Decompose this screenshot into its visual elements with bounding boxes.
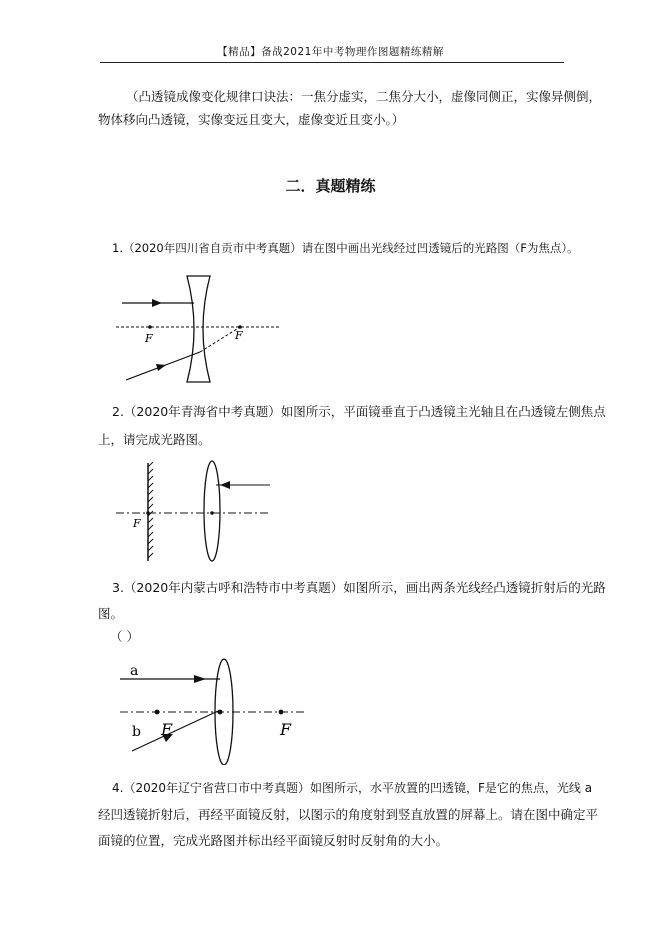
section-heading: 二．真题精练 [285, 177, 376, 195]
question-4-line-2: 经凹透镜折射后，再经平面镜反射，以图示的角度射到竖直放置的屏幕上。请在图中确定平 [98, 807, 599, 822]
ray-a-label: a [130, 663, 139, 679]
extension-to-focus [200, 327, 240, 352]
ray-b-label: b [132, 724, 141, 740]
answer-blank: （ ） [110, 629, 139, 644]
focus-label-right: F [280, 720, 292, 739]
question-3-line-2: 图。 [98, 606, 124, 621]
figure-1-concave-lens-diagram [110, 272, 290, 390]
focus-label-left: F [161, 720, 173, 739]
ray-b [132, 711, 218, 751]
focus-label: F [133, 517, 141, 530]
focus-point-left [148, 325, 152, 329]
page-header: 【精品】备战2021年中考物理作图题精练精解 [217, 46, 444, 58]
question-2-line-2: 上，请完成光路图。 [98, 432, 211, 447]
convex-lens [204, 461, 220, 561]
focus-point [146, 511, 150, 515]
question-1-text: 1.（2020年四川省自贡市中考真题）请在图中画出光线经过凹透镜后的光路图（F为焦点）。 [112, 241, 579, 255]
optical-center [210, 511, 214, 515]
focus-label-left: F [145, 332, 153, 345]
figure-2-mirror-lens-diagram [112, 457, 277, 567]
tip-line-1: （凸透镜成像变化规律口诀法：一焦分虚实，二焦分大小，虚像同侧正，实像异侧倒， [126, 89, 602, 104]
optical-center [218, 710, 223, 715]
focus-point-left [155, 710, 160, 715]
question-3-line-1: 3.（2020年内蒙古呼和浩特市中考真题）如图所示，画出两条光线经凸透镜折射后的光路 [112, 580, 606, 595]
focus-point-right [279, 710, 284, 715]
question-2-line-1: 2.（2020年青海省中考真题）如图所示，平面镜垂直于凸透镜主光轴且在凸透镜左侧焦点 [112, 404, 606, 419]
figure-3-convex-lens-diagram [112, 655, 312, 765]
concave-lens [187, 276, 210, 382]
tip-line-2: 物体移向凸透镜，实像变远且变大，虚像变近且变小。） [98, 112, 405, 127]
question-4-line-1: 4.（2020年辽宁省营口市中考真题）如图所示，水平放置的凹透镜，F是它的焦点，光线 a [112, 781, 593, 795]
header-rule [100, 62, 564, 63]
question-4-line-3: 面镜的位置，完成光路图并标出经平面镜反射时反射角的大小。 [98, 833, 449, 848]
focus-label-right: F [235, 329, 243, 342]
